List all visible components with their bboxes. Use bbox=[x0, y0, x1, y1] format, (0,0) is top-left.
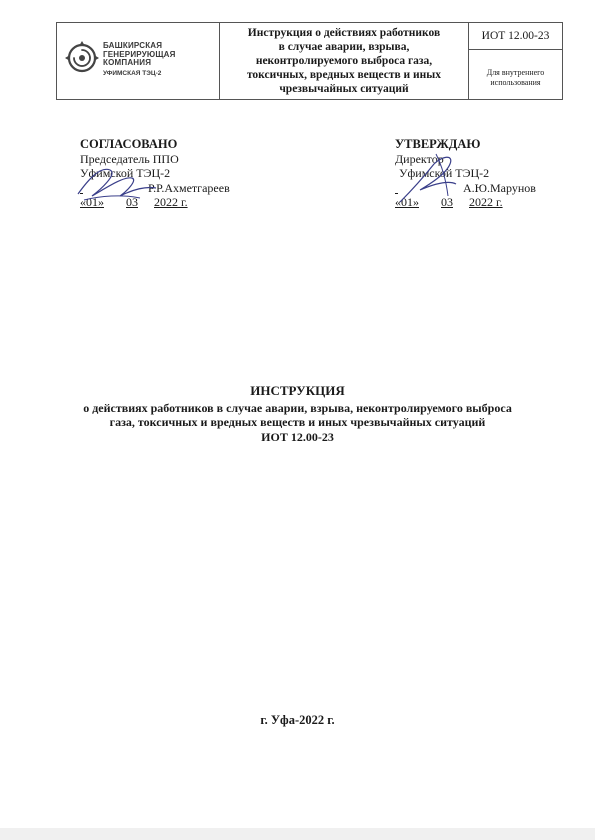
company-name-line: БАШКИРСКАЯ bbox=[103, 41, 163, 50]
left-signature bbox=[70, 160, 160, 205]
usage-note bbox=[469, 50, 562, 99]
approval-left-year: 2022 г. bbox=[154, 195, 188, 209]
company-emblem-icon bbox=[63, 39, 101, 77]
bottom-edge bbox=[0, 828, 595, 840]
company-logo bbox=[57, 23, 220, 99]
approval-right-day: «01» bbox=[395, 195, 419, 209]
document-code: ИОТ 12.00-23 bbox=[469, 23, 562, 50]
approval-right-month: 03 bbox=[441, 195, 453, 209]
document-title-block bbox=[40, 384, 555, 444]
usage-note-line: Для внутреннего bbox=[486, 67, 545, 77]
company-name-line: ГЕНЕРИРУЮЩАЯ bbox=[103, 49, 176, 59]
document-subject-line: о действиях работников в случае аварии, взрыва, неконтролируемого выброса bbox=[83, 400, 512, 415]
header-title-line: чрезвычайных ситуаций bbox=[279, 83, 409, 95]
approval-left-heading: СОГЛАСОВАНО bbox=[80, 137, 178, 151]
header-title-line: в случае аварии, взрыва, bbox=[278, 41, 410, 53]
header-title-line: неконтролируемого выброса газа, bbox=[255, 55, 433, 67]
company-name-line: КОМПАНИЯ bbox=[103, 58, 152, 67]
approval-right-year: 2022 г. bbox=[469, 195, 503, 209]
approval-left-day: «01» bbox=[80, 195, 104, 209]
approval-right-name: А.Ю.Марунов bbox=[463, 180, 536, 195]
usage-note-line: использования bbox=[490, 77, 541, 87]
footer-city-year: г. Уфа-2022 г. bbox=[260, 713, 335, 727]
company-name bbox=[103, 42, 176, 68]
approval-right-org: Уфимской ТЭЦ-2 bbox=[399, 166, 490, 180]
header-title-line: Инструкция о действиях работников bbox=[247, 27, 441, 39]
approval-left-position: Председатель ППО bbox=[80, 151, 179, 166]
header-title-line: токсичных, вредных веществ и иных bbox=[246, 69, 442, 81]
header-title bbox=[220, 23, 469, 99]
document-subject-line: газа, токсичных и вредных веществ и иных чрезвычайных ситуаций bbox=[109, 415, 486, 429]
approval-right-heading: УТВЕРЖДАЮ bbox=[395, 137, 481, 151]
company-branch: УФИМСКАЯ ТЭЦ-2 bbox=[103, 70, 162, 77]
approval-right-position: Директор bbox=[395, 151, 444, 166]
approval-left-month: 03 bbox=[126, 195, 138, 209]
header-table bbox=[56, 22, 563, 100]
document-code-title: ИОТ 12.00-23 bbox=[261, 429, 334, 444]
approval-left-name: Р.Р.Ахметгареев bbox=[148, 180, 230, 195]
document-heading: ИНСТРУКЦИЯ bbox=[250, 383, 345, 398]
approval-left-org: Уфимской ТЭЦ-2 bbox=[80, 166, 171, 180]
header-code-cell bbox=[469, 23, 562, 99]
right-signature bbox=[390, 150, 470, 210]
